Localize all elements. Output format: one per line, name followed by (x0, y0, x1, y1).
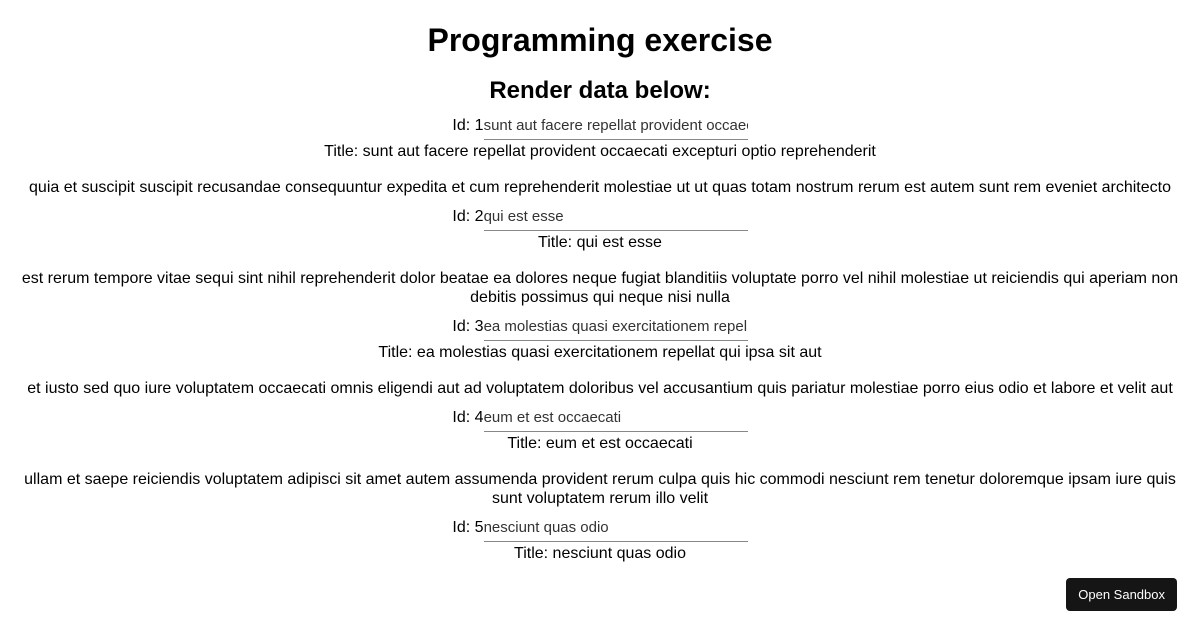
post-title: Title: eum et est occaecati (507, 435, 693, 452)
post-body: est rerum tempore vitae sequi sint nihil reprehenderit dolor beatae ea dolores neque fugiat blanditiis voluptate porro vel nihil molestiae ut reiciendis qui aperiam non debitis possimus qui neque nisi nulla (21, 270, 1179, 306)
open-sandbox-button[interactable]: Open Sandbox (1066, 578, 1177, 611)
post-title-input[interactable] (484, 317, 748, 341)
post-id-label: Id: 2 (452, 208, 484, 225)
post-title-input[interactable] (484, 116, 748, 140)
post-title: Title: qui est esse (538, 234, 662, 251)
post-title: Title: nesciunt quas odio (514, 545, 686, 562)
post-id-label: Id: 3 (452, 318, 484, 335)
post-title-input[interactable] (484, 207, 748, 231)
post-id-value: 2 (474, 208, 484, 225)
post-id-row (0, 317, 1200, 341)
post-item (0, 207, 1200, 307)
post-item (0, 317, 1200, 398)
post-body: quia et suscipit suscipit recusandae consequuntur expedita et cum reprehenderit molestiae ut ut quas totam nostrum rerum est autem sunt rem eveniet architecto (29, 179, 1171, 196)
post-id-row (0, 116, 1200, 140)
page-subtitle: Render data below: (489, 77, 711, 104)
post-body: et iusto sed quo iure voluptatem occaecati omnis eligendi aut ad voluptatem doloribus vel accusantium quis pariatur molestiae porro eius odio et labore et velit aut (27, 380, 1173, 397)
post-id-label: Id: 4 (452, 409, 484, 426)
post-id-label: Id: 1 (452, 117, 484, 134)
post-item (0, 116, 1200, 197)
post-id-value: 3 (474, 318, 484, 335)
post-id-label: Id: 5 (452, 519, 484, 536)
post-title: Title: ea molestias quasi exercitationem repellat qui ipsa sit aut (378, 344, 822, 361)
post-item (0, 408, 1200, 508)
post-id-row (0, 518, 1200, 542)
post-id-value: 1 (474, 117, 484, 134)
post-list (0, 116, 1200, 564)
post-id-row (0, 207, 1200, 231)
post-title-input[interactable] (484, 518, 748, 542)
post-id-row (0, 408, 1200, 432)
post-id-value: 5 (474, 519, 484, 536)
post-item (0, 518, 1200, 564)
post-body: ullam et saepe reiciendis voluptatem adipisci sit amet autem assumenda provident rerum culpa quis hic commodi nesciunt rem tenetur doloremque ipsam iure quis sunt voluptatem rerum illo velit (24, 471, 1176, 507)
post-title: Title: sunt aut facere repellat provident occaecati excepturi optio reprehenderit (324, 143, 876, 160)
page-title: Programming exercise (427, 22, 773, 58)
post-id-value: 4 (474, 409, 484, 426)
post-title-input[interactable] (484, 408, 748, 432)
